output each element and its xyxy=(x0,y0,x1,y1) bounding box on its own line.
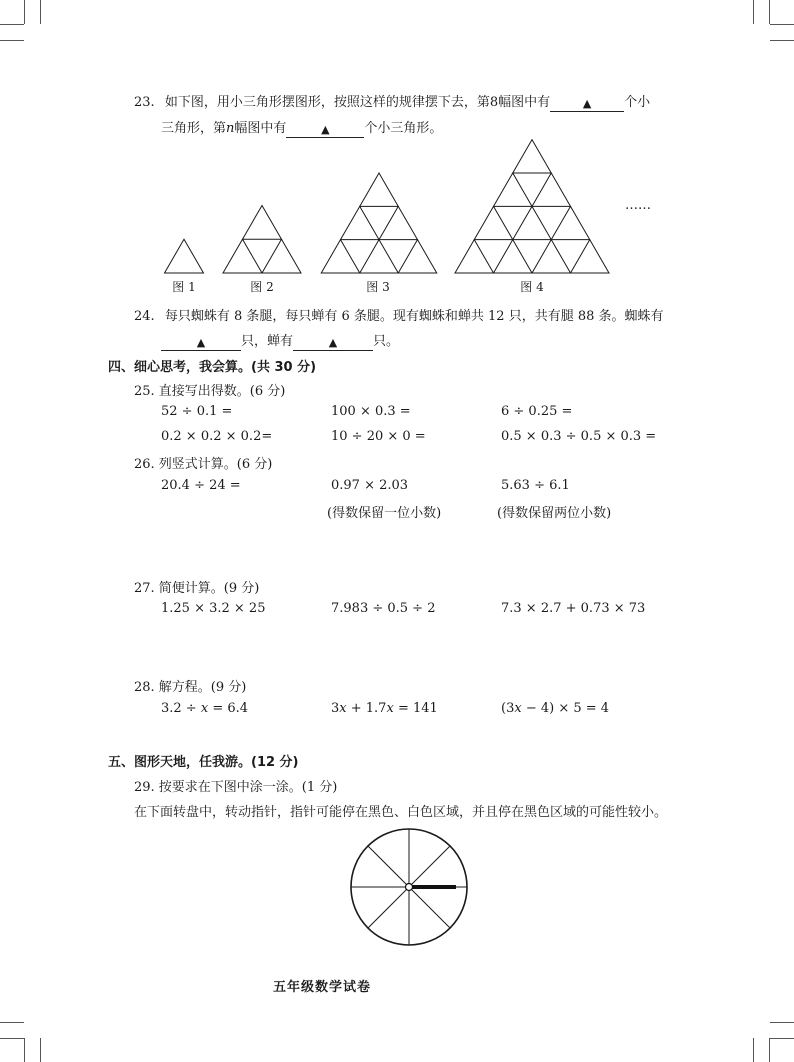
small-triangle xyxy=(262,239,301,273)
figure-3-label: 图 3 xyxy=(366,280,390,294)
small-triangle xyxy=(223,239,262,273)
triangle-marker-icon: ▲ xyxy=(321,123,330,136)
small-triangle xyxy=(532,240,571,273)
spinner-wheel[interactable] xyxy=(348,826,470,948)
triangle-figure-1 xyxy=(165,239,204,273)
small-triangle xyxy=(532,173,571,206)
triangle-figure-3 xyxy=(321,173,437,273)
small-triangle xyxy=(474,206,513,239)
question-29-description: 在下面转盘中，转动指针，指针可能停在黑色、白色区域，并且停在黑色区域的可能性较小。 xyxy=(134,805,668,820)
figure-1-label: 图 1 xyxy=(172,280,196,294)
small-triangle xyxy=(494,240,533,273)
small-triangle xyxy=(398,240,437,273)
question-number: 24. xyxy=(134,309,155,324)
calc-item: 20.4 ÷ 24 = xyxy=(161,478,241,493)
calc-item: 7.3 × 2.7 + 0.73 × 73 xyxy=(501,601,646,616)
figure-4-label: 图 4 xyxy=(520,280,544,294)
triangle-marker-icon: ▲ xyxy=(196,336,206,349)
small-triangle xyxy=(455,240,494,273)
question-24-line-1: 24. 每只蜘蛛有 8 条腿，每只蝉有 6 条腿。现有蜘蛛和蝉共 12 只，共有腿 88 条。蜘蛛有 xyxy=(134,309,664,324)
rounding-note: (得数保留两位小数) xyxy=(497,506,612,521)
small-triangle xyxy=(571,240,610,273)
footer-title: 五年级数学试卷 xyxy=(273,980,372,995)
triangle-marker-icon: ▲ xyxy=(328,336,338,349)
crop-mark xyxy=(0,1022,24,1023)
small-triangle xyxy=(494,173,533,206)
question-27-heading: 27. 简便计算。(9 分) xyxy=(134,581,260,596)
crop-mark xyxy=(24,1038,25,1062)
small-triangle xyxy=(243,205,282,239)
equation-1: 3.2 ÷ x = 6.4 xyxy=(161,701,249,716)
small-triangle xyxy=(360,173,399,206)
triangle-figure-2 xyxy=(223,205,301,273)
equation-2: 3x + 1.7x = 141 xyxy=(331,701,438,716)
crop-mark xyxy=(770,1022,794,1023)
small-triangle xyxy=(379,206,418,239)
small-triangle xyxy=(321,240,360,273)
question-26-heading: 26. 列竖式计算。(6 分) xyxy=(134,457,273,472)
continuation-ellipsis: …… xyxy=(625,198,651,213)
small-triangle xyxy=(513,206,552,239)
small-triangle xyxy=(360,240,399,273)
answer-blank[interactable] xyxy=(293,336,373,351)
calc-item: 1.25 × 3.2 × 25 xyxy=(161,601,266,616)
question-25-heading: 25. 直接写出得数。(6 分) xyxy=(134,384,286,399)
crop-mark xyxy=(770,1038,794,1039)
question-28-heading: 28. 解方程。(9 分) xyxy=(134,680,247,695)
calc-item: 6 ÷ 0.25 = xyxy=(501,404,573,419)
question-29-heading: 29. 按要求在下图中涂一涂。(1 分) xyxy=(134,780,338,795)
small-triangle xyxy=(513,140,552,173)
calc-item: 0.97 × 2.03 xyxy=(331,478,409,493)
calc-item: 100 × 0.3 = xyxy=(331,404,411,419)
small-triangle xyxy=(341,206,380,239)
calc-item: 0.5 × 0.3 ÷ 0.5 × 0.3 = xyxy=(501,429,657,444)
calc-item: 0.2 × 0.2 × 0.2= xyxy=(161,429,273,444)
rounding-note: (得数保留一位小数) xyxy=(327,506,442,521)
spinner-hub xyxy=(406,884,413,891)
small-triangle xyxy=(165,239,204,273)
question-24-line-2: ▲ 只，蝉有 ▲ 只。 xyxy=(161,330,399,350)
calc-item: 7.983 ÷ 0.5 ÷ 2 xyxy=(331,601,436,616)
calc-item: 5.63 ÷ 6.1 xyxy=(501,478,570,493)
section-4-title: 四、细心思考，我会算。(共 30 分) xyxy=(108,360,317,375)
crop-mark xyxy=(0,1038,24,1039)
question-23-line-2: 三角形，第n幅图中有 ▲ 个小三角形。 xyxy=(161,121,443,136)
figure-2-label: 图 2 xyxy=(250,280,274,294)
question-number: 23. xyxy=(134,95,155,110)
question-23-line-1: 23. 如下图，用小三角形摆图形，按照这样的规律摆下去，第8幅图中有 ▲ 个小 xyxy=(134,95,651,110)
answer-blank[interactable] xyxy=(161,336,241,351)
triangle-figure-4 xyxy=(455,140,609,273)
triangle-marker-icon: ▲ xyxy=(582,97,592,110)
section-5-title: 五、图形天地，任我游。(12 分) xyxy=(108,755,299,770)
triangle-pattern-figures xyxy=(0,0,794,300)
equation-3: (3x − 4) × 5 = 4 xyxy=(501,701,610,716)
crop-mark xyxy=(769,1038,770,1062)
calc-item: 10 ÷ 20 × 0 = xyxy=(331,429,426,444)
crop-mark xyxy=(40,1038,41,1062)
small-triangle xyxy=(551,206,590,239)
calc-item: 52 ÷ 0.1 = xyxy=(161,404,233,419)
crop-mark xyxy=(753,1038,754,1062)
